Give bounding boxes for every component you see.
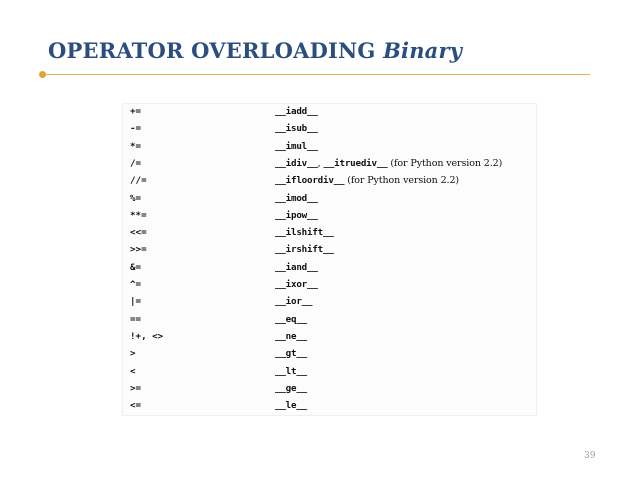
method-name: __iadd__: [275, 106, 318, 117]
operator-row: [123, 329, 538, 345]
operator-row: [123, 156, 538, 172]
operator-symbol: /=: [130, 157, 142, 169]
operator-symbol: >=: [130, 382, 142, 394]
title-underline-dot: [39, 71, 46, 78]
method-name: __ipow__: [275, 209, 318, 221]
operator-method: [275, 312, 307, 328]
version-note: (for Python version 2.2): [344, 175, 460, 187]
operator-symbol: !+, <>: [130, 330, 164, 342]
method-name: __ixor__: [275, 279, 318, 290]
operator-row: [123, 346, 538, 362]
operator-symbol: |=: [130, 296, 142, 308]
operator-method: [275, 242, 334, 258]
method-name: __le__: [275, 400, 307, 412]
method-name: __imod__: [275, 192, 318, 204]
operator-method: [275, 260, 318, 276]
operator-method: [275, 121, 318, 137]
method-name: __iand__: [275, 261, 318, 273]
operator-row: [123, 191, 538, 207]
page-number: 39: [584, 451, 596, 461]
operator-symbol: >: [130, 348, 136, 360]
operator-row: [123, 225, 538, 241]
operator-symbol: <=: [130, 400, 142, 412]
operator-method: [275, 329, 307, 345]
operator-symbol: &=: [130, 261, 142, 273]
operator-row: [123, 260, 538, 276]
operator-symbol: +=: [130, 106, 142, 117]
method-name: __isub__: [275, 123, 318, 135]
operator-row: [123, 104, 538, 120]
operator-symbol: >>=: [130, 244, 147, 256]
operator-method: [275, 156, 502, 172]
title-main: OPERATOR OVERLOADING: [48, 38, 376, 63]
operator-method: [275, 294, 312, 310]
method-name: __lt__: [275, 365, 307, 377]
operator-method: [275, 104, 318, 120]
operator-row: [123, 208, 538, 224]
operator-method: [275, 173, 459, 189]
operator-row: [123, 277, 538, 293]
method-name: __ior__: [275, 296, 313, 308]
version-note: (for Python version 2.2): [387, 157, 503, 169]
title-underline: [42, 74, 590, 75]
method-name: __irshift__: [275, 244, 334, 256]
operator-row: [123, 121, 538, 137]
operator-symbol: <<=: [130, 227, 147, 239]
method-name: __imul__: [275, 140, 318, 152]
operator-symbol: ==: [130, 313, 142, 325]
operator-symbol: **=: [130, 209, 147, 221]
operator-method: [275, 191, 318, 207]
operator-row: [123, 173, 538, 189]
operator-symbol: *=: [130, 140, 142, 152]
operator-method: [275, 225, 334, 241]
operator-method: [275, 364, 307, 380]
method-name: __ilshift__: [275, 227, 334, 239]
operator-table: [122, 103, 537, 416]
operator-symbol: //=: [130, 175, 147, 187]
operator-method: [275, 381, 307, 397]
operator-method: [275, 398, 307, 414]
operator-row: [123, 381, 538, 397]
operator-row: [123, 398, 538, 414]
operator-row: [123, 242, 538, 258]
operator-row: [123, 139, 538, 155]
method-name: __gt__: [275, 348, 307, 360]
method-name: __ifloordiv__: [275, 175, 345, 187]
operator-row: [123, 312, 538, 328]
slide-title: [48, 38, 462, 63]
operator-row: [123, 364, 538, 380]
operator-method: [275, 139, 318, 155]
method-name-alt: __itruediv__: [323, 157, 388, 169]
operator-symbol: <: [130, 365, 136, 377]
operator-method: [275, 208, 318, 224]
operator-symbol: %=: [130, 192, 142, 204]
method-name: __eq__: [275, 313, 307, 325]
method-name: __idiv__: [275, 157, 318, 169]
method-name: __ne__: [275, 330, 307, 342]
operator-method: [275, 346, 307, 362]
title-italic: Binary: [383, 38, 463, 63]
method-name: __ge__: [275, 382, 307, 394]
method-separator: ,: [317, 157, 324, 169]
operator-row: [123, 294, 538, 310]
operator-symbol: ^=: [130, 279, 142, 290]
operator-method: [275, 277, 318, 293]
operator-symbol: -=: [130, 123, 142, 135]
